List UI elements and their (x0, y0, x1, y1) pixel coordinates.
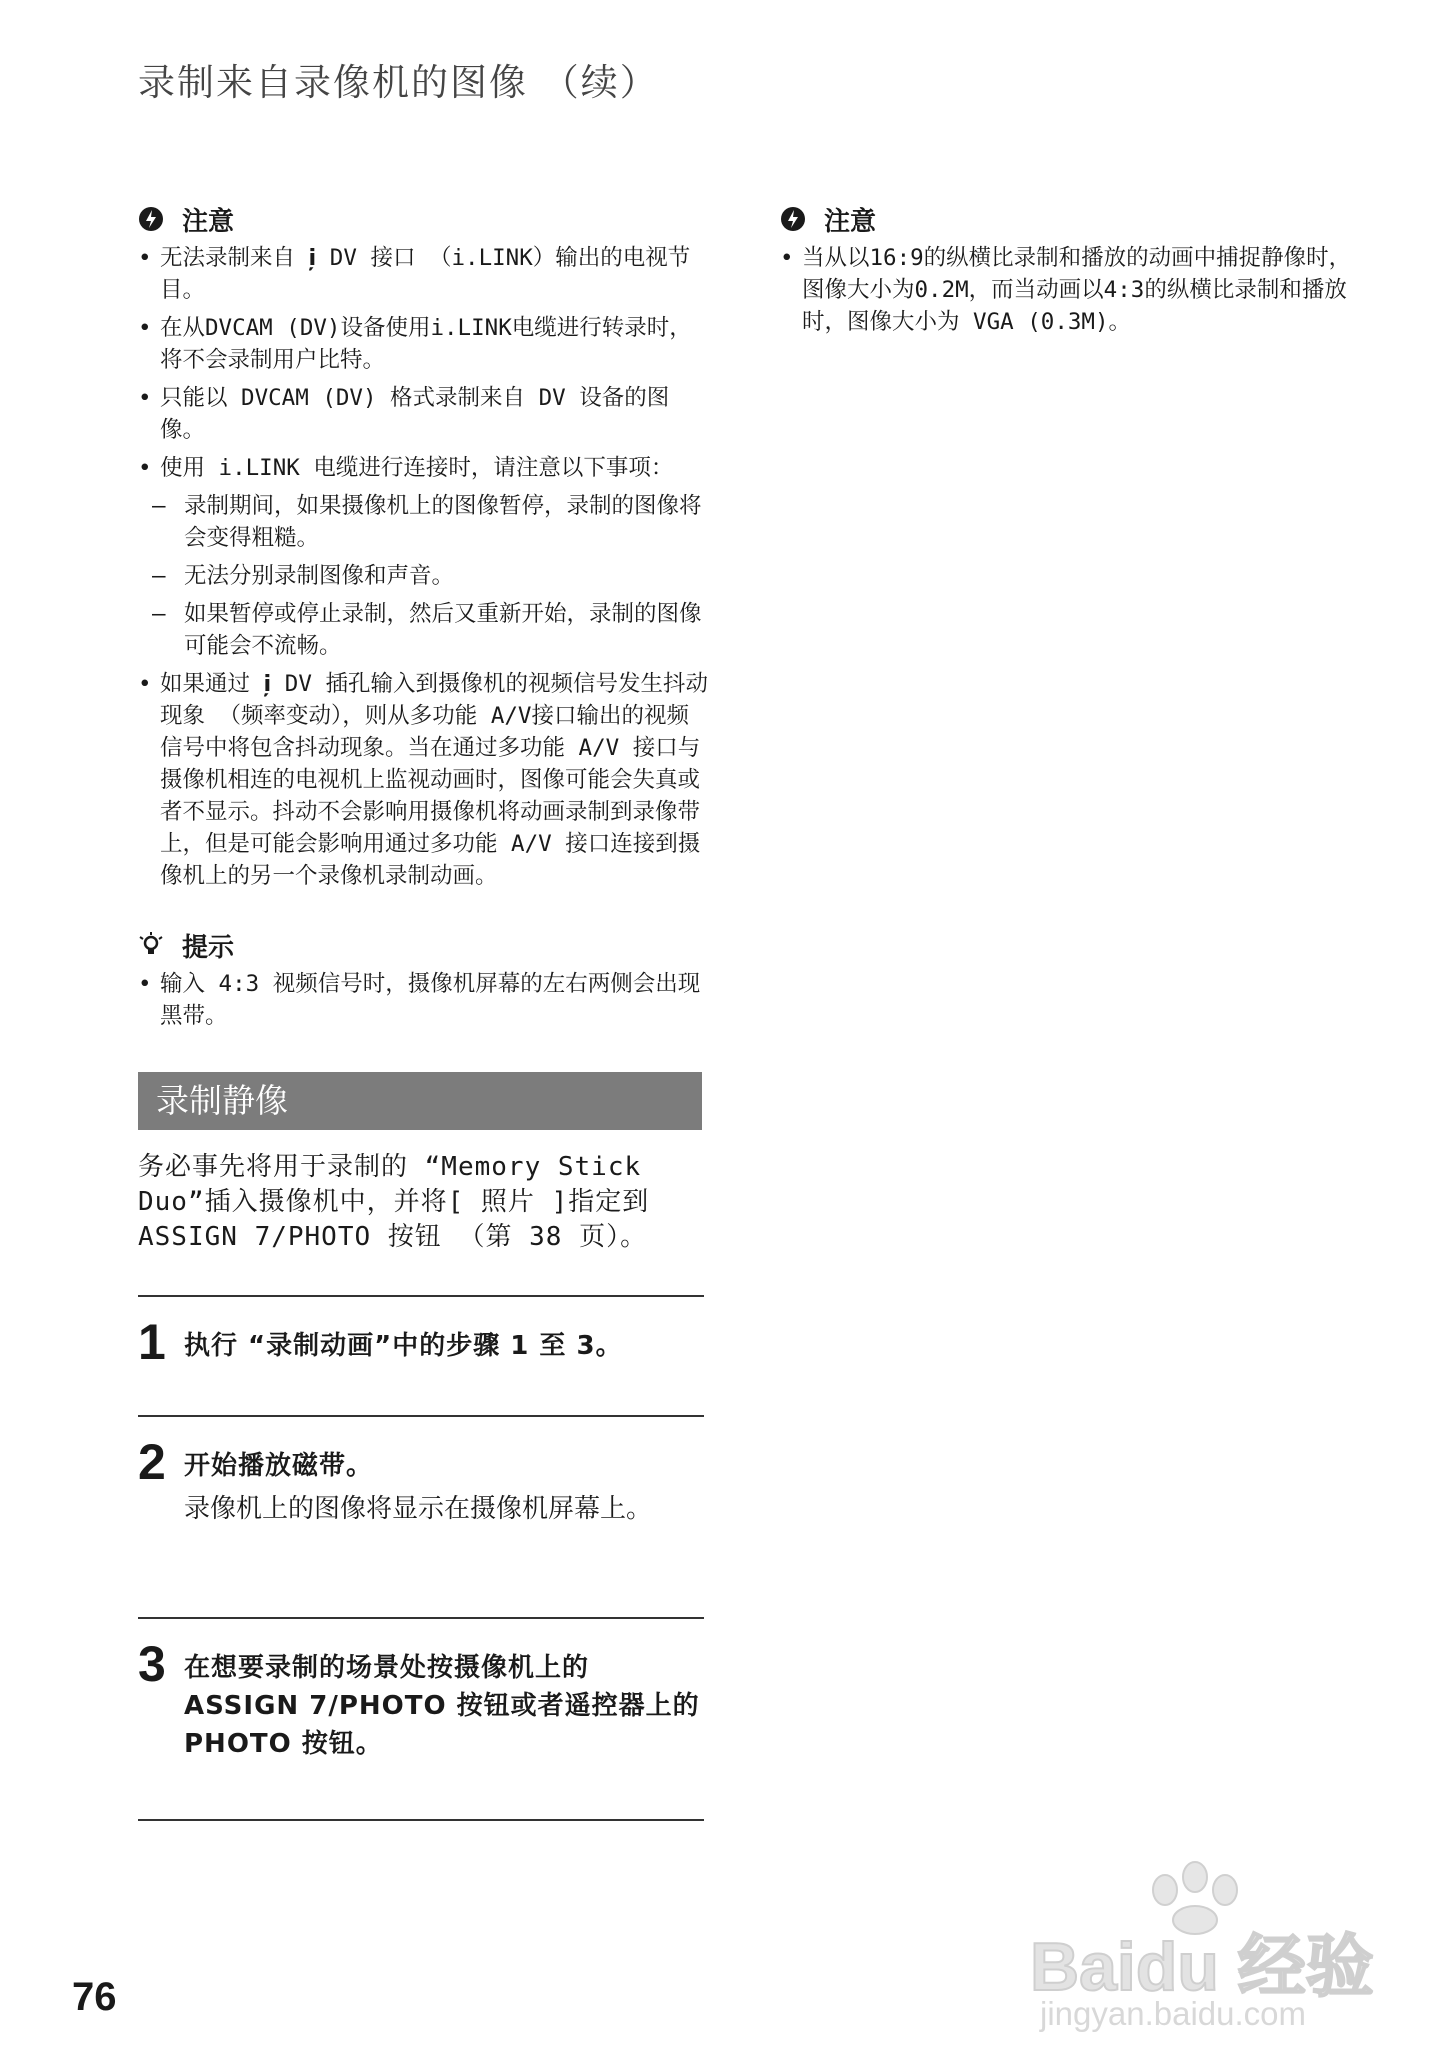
page-number: 76 (72, 1975, 117, 2019)
section-title: 录制静像 (138, 1072, 702, 1130)
step-1 (138, 1295, 704, 1415)
step-number: 3 (138, 1636, 166, 1692)
note-item: • 在从DVCAM (DV)设备使用i.LINK电缆进行转录时，将不会录制用户比特。 (138, 312, 708, 376)
watermark-url: jingyan.baidu.com (1040, 1995, 1306, 2032)
notes-list (780, 242, 1352, 338)
step-3 (138, 1617, 704, 1819)
note-item: • 无法录制来自 ⅰ̦ DV 接口 （i.LINK）输出的电视节目。 (138, 242, 708, 306)
note-item: • 当从以16:9的纵横比录制和播放的动画中捕捉静像时，图像大小为0.2M，而当动画以4:3的纵横比录制和播放时，图像大小为 VGA (0.3M)。 (780, 242, 1352, 338)
note-item: • 如果通过 ⅰ̦ DV 插孔输入到摄像机的视频信号发生抖动现象 （频率变动），则从多功能 A/V接口输出的视频信号中将包含抖动现象。当在通过多功能 A/V 接口与摄像机相连的电视机上监视动画时，图像可能会失真或者不显示。抖动不会影响用摄像机将动画录制到录像带上，但是可能会影响用通过多功能 A/V 接口连接到摄像机上的另一个录像机录制动画。 (138, 668, 708, 892)
caution-icon (780, 206, 806, 232)
step-title: 执行 “录制动画”中的步骤 1 至 3。 (184, 1331, 623, 1361)
watermark-brand: Baidu 经验 (1030, 1929, 1374, 2005)
note-item: • 使用 i.LINK 电缆进行连接时，请注意以下事项： (138, 452, 708, 484)
note-title: 注意 (182, 206, 235, 237)
note-item: • 只能以 DVCAM (DV) 格式录制来自 DV 设备的图像。 (138, 382, 708, 446)
i-link-icon: ⅰ̦ (308, 245, 317, 271)
subnote-item: – 录制期间，如果摄像机上的图像暂停，录制的图像将会变得粗糙。 (138, 490, 708, 554)
subnote-item: – 无法分别录制图像和声音。 (138, 560, 708, 592)
right-column (780, 200, 1352, 344)
note-title: 注意 (824, 206, 877, 237)
page-header-title: 录制来自录像机的图像 （续） (138, 61, 659, 104)
tips-list (138, 968, 708, 1032)
subnotes-list (138, 490, 708, 662)
lightbulb-icon (138, 932, 164, 958)
i-link-icon: ⅰ̦ (263, 671, 272, 697)
step-title: 开始播放磁带。 (184, 1451, 374, 1481)
note-heading (780, 200, 1352, 238)
tip-title: 提示 (182, 932, 235, 963)
section-intro: 务必事先将用于录制的 “Memory Stick Duo”插入摄像机中，并将[ 照片 ]指定到 ASSIGN 7/PHOTO 按钮 （第 38 页）。 (138, 1152, 650, 1252)
baidu-watermark (1030, 1855, 1390, 2035)
tip-item: • 输入 4:3 视频信号时，摄像机屏幕的左右两侧会出现黑带。 (138, 968, 708, 1032)
subnote-item: – 如果暂停或停止录制，然后又重新开始，录制的图像可能会不流畅。 (138, 598, 708, 662)
divider (138, 1819, 704, 1821)
left-column (138, 200, 708, 1821)
notes-list-continued (138, 668, 708, 892)
note-heading (138, 200, 708, 238)
step-2 (138, 1415, 704, 1617)
caution-icon (138, 206, 164, 232)
step-number: 1 (138, 1314, 166, 1370)
step-number: 2 (138, 1434, 166, 1490)
step-title: 在想要录制的场景处按摄像机上的 ASSIGN 7/PHOTO 按钮或者遥控器上的 PHOTO 按钮。 (184, 1653, 700, 1759)
tip-heading (138, 926, 708, 964)
step-description: 录像机上的图像将显示在摄像机屏幕上。 (184, 1494, 653, 1524)
notes-list (138, 242, 708, 484)
